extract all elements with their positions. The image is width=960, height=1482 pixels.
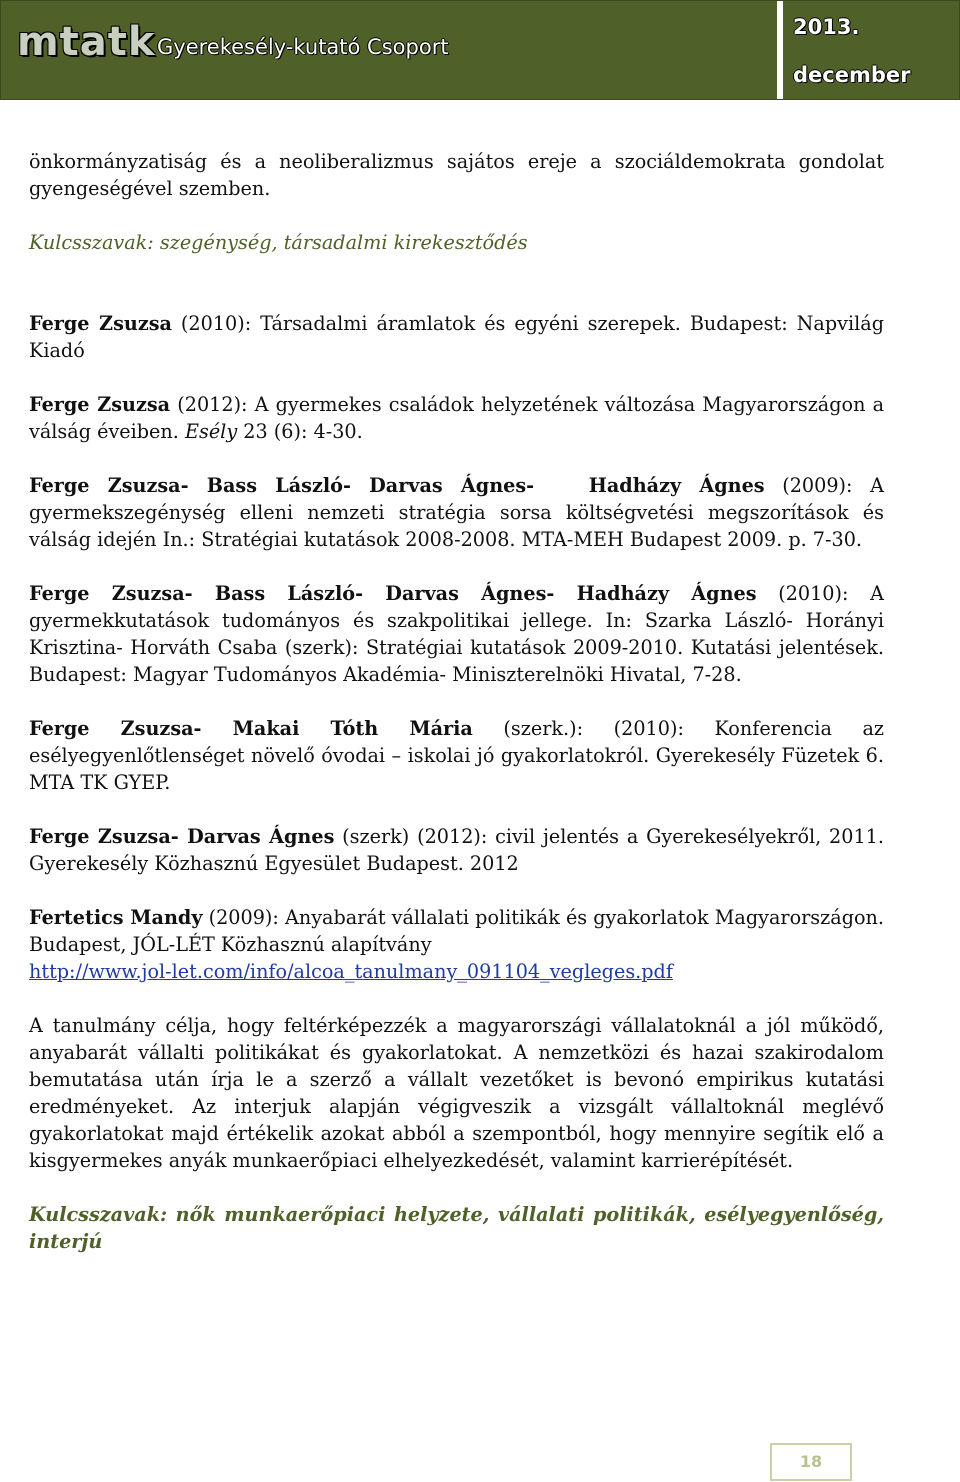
abstract-paragraph: A tanulmány célja, hogy feltérképezzék a magyarországi vállalatoknál a jól működő, anyabarát vállalti politikákat és gyakorlatokat. A nemzetközi és hazai szakirodalom bemutatása után írja le a szerző a vállalt vezetőket is bevonó empirikus kutatási eredményeket. Az interjuk alapján végigveszik a vizsgált vállaltoknál meglévő gyakorlatokat majd értékelik azokat abból a szempontból, hogy mennyire segítik elő a kisgyermekes anyák munkaerőpiaci elhelyezkedését, valamint karrierépítését. bbox=[29, 1014, 884, 1172]
reference-ferge-bass-2010 bbox=[29, 580, 884, 688]
reference-tail: 23 (6): 4-30. bbox=[237, 420, 363, 443]
reference-journal: Esély bbox=[184, 420, 238, 443]
keywords-paragraph-1: Kulcsszavak: szegénység, társadalmi kirekesztődés bbox=[29, 231, 528, 254]
page-number: 18 bbox=[770, 1443, 852, 1481]
header-year: 2013. bbox=[793, 15, 860, 39]
reference-fertetics-2009 bbox=[29, 904, 884, 985]
reference-text: (2009): Anyabarát vállalati politikák és gyakorlatok Magyarországon. Budapest, JÓL-LÉT Közhasznú alapítvány bbox=[29, 906, 884, 956]
intro-paragraph: önkormányzatiság és a neoliberalizmus sajátos ereje a szociáldemokrata gondolat gyengeségével szemben. bbox=[29, 150, 884, 200]
reference-text: (2012): A gyermekes családok helyzetének változása Magyarországon a válság éveiben. bbox=[29, 393, 885, 443]
reference-text: (2009): A gyermekszegénység elleni nemzeti stratégia sorsa költségvetési megszorítások és válság idején In.: Stratégiai kutatások 2008-2008. MTA-MEH Budapest 2009. p. 7-30. bbox=[29, 474, 884, 551]
reference-ferge-darvas-2012 bbox=[29, 823, 884, 877]
keywords-paragraph-2: Kulcsszavak: nők munkaerőpiaci helyzete, vállalati politikák, esélyegyenlőség, interjú bbox=[29, 1203, 884, 1253]
reference-author: Ferge Zsuzsa- Darvas Ágnes bbox=[29, 825, 335, 848]
reference-author: Fertetics Mandy bbox=[29, 906, 203, 929]
reference-text: (2010): A gyermekkutatások tudományos és szakpolitikai jellege. In: Szarka László- Horányi Krisztina- Horváth Csaba (szerk): Stratégiai kutatások 2009-2010. Kutatási jelentések. Budapest: Magyar Tudományos Akadémia- Miniszterelnöki Hivatal, 7-28. bbox=[29, 582, 884, 686]
reference-author: Ferge Zsuzsa- Bass László- Darvas Ágnes- Hadházy Ágnes bbox=[29, 582, 757, 605]
reference-ferge-2010 bbox=[29, 310, 884, 364]
header-month: december bbox=[793, 63, 911, 87]
reference-author: Ferge Zsuzsa- Bass László- Darvas Ágnes- Hadházy Ágnes bbox=[29, 474, 765, 497]
reference-text: (szerk.): (2010): Konferencia az esélyegyenlőtlenséget növelő óvodai – iskolai jó gyakorlatokról. Gyerekesély Füzetek 6. MTA TK GYEP. bbox=[29, 717, 884, 794]
reference-author: Ferge Zsuzsa- Makai Tóth Mária bbox=[29, 717, 473, 740]
reference-link[interactable]: http://www.jol-let.com/info/alcoa_tanulmany_091104_vegleges.pdf bbox=[29, 960, 673, 983]
reference-author: Ferge Zsuzsa bbox=[29, 312, 172, 335]
reference-author: Ferge Zsuzsa bbox=[29, 393, 171, 416]
reference-ferge-makai-2010 bbox=[29, 715, 884, 796]
header-divider bbox=[777, 1, 783, 99]
reference-text: (2010): Társadalmi áramlatok és egyéni szerepek. Budapest: Napvilág Kiadó bbox=[29, 312, 884, 362]
reference-ferge-2012 bbox=[29, 391, 884, 445]
page-header bbox=[0, 0, 960, 100]
header-subtitle: Gyerekesély-kutató Csoport bbox=[157, 35, 449, 59]
page-content bbox=[29, 148, 884, 1255]
reference-ferge-bass-2009 bbox=[29, 472, 884, 553]
reference-text: (szerk) (2012): civil jelentés a Gyerekesélyekről, 2011. Gyerekesély Közhasznú Egyesület Budapest. 2012 bbox=[29, 825, 884, 875]
mtatk-logo: mtatk bbox=[17, 19, 156, 65]
